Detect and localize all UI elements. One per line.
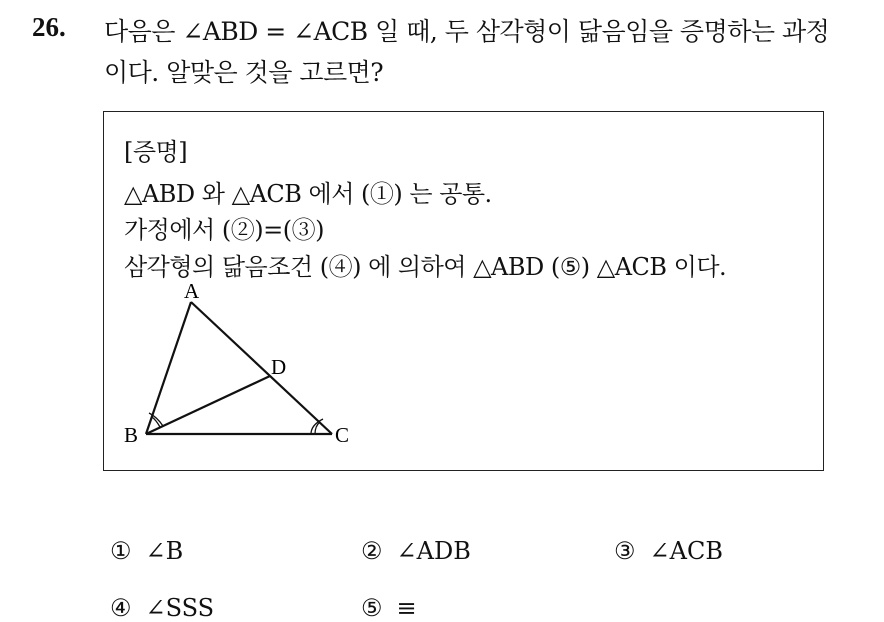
- choice-3-text: ∠ACB: [649, 537, 723, 565]
- choice-5-text: ≡: [396, 594, 417, 622]
- vertex-label-b: B: [124, 423, 139, 447]
- vertex-label-a: A: [184, 279, 200, 303]
- proof-line2: 가정에서 (②)=(③): [124, 216, 324, 244]
- choice-1-number: ①: [110, 537, 132, 565]
- triangle-figure: [114, 274, 374, 464]
- choice-3[interactable]: [614, 537, 723, 565]
- segment-bd: [146, 376, 270, 434]
- side-ab: [146, 302, 191, 434]
- vertex-label-d: D: [271, 355, 287, 379]
- vertex-label-c: C: [335, 423, 350, 447]
- choice-5-number: ⑤: [361, 594, 383, 622]
- proof-heading: [증명]: [124, 138, 188, 166]
- question-text-line2: 이다. 알맞은 것을 고르면?: [104, 58, 384, 87]
- choice-4-text: ∠SSS: [145, 594, 215, 622]
- side-ac: [191, 302, 332, 434]
- choice-2-number: ②: [361, 537, 383, 565]
- proof-line1: △ABD 와 △ACB 에서 (①) 는 공통.: [124, 180, 492, 208]
- choice-1[interactable]: [110, 537, 183, 565]
- proof-box: [103, 111, 824, 471]
- choice-2-text: ∠ADB: [396, 537, 471, 565]
- proof-line3: 삼각형의 닮음조건 (④) 에 의하여 △ABD (⑤) △ACB 이다.: [124, 253, 727, 281]
- question-text-line1: 다음은 ∠ABD = ∠ACB 일 때, 두 삼각형이 닮음임을 증명하는 과정: [104, 17, 830, 46]
- question-number: 26.: [32, 12, 66, 42]
- choice-4-number: ④: [110, 594, 132, 622]
- choice-2[interactable]: [361, 537, 471, 565]
- choice-3-number: ③: [614, 537, 636, 565]
- choice-1-text: ∠B: [145, 537, 184, 565]
- choice-5[interactable]: [361, 594, 417, 622]
- choice-4[interactable]: [110, 594, 214, 622]
